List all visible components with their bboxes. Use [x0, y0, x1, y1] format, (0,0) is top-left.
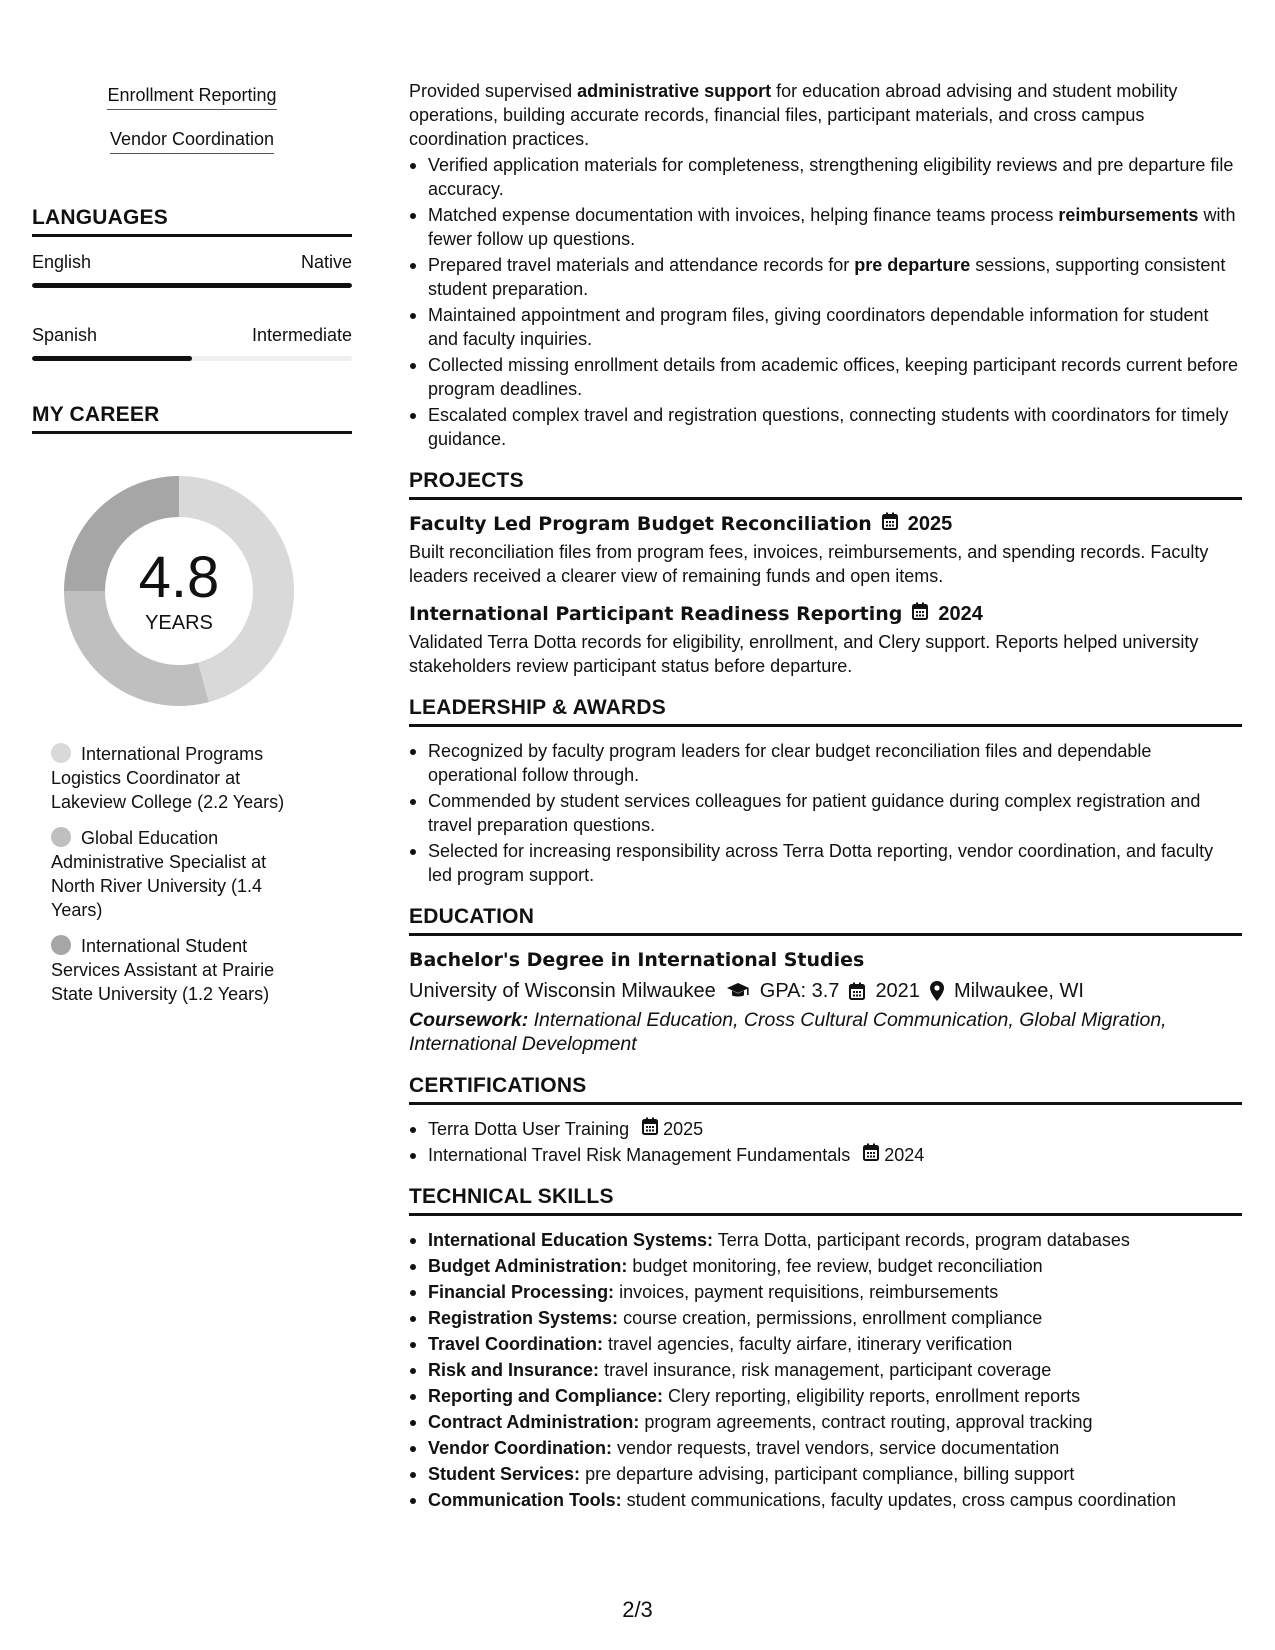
summary-text: for education abroad advising and student mobility operations, building accurate records, financial files, participant materials, and cross campus coordination practices. — [409, 81, 1178, 149]
skill-item — [409, 1280, 1242, 1304]
technical-skills-list — [409, 1228, 1242, 1512]
project-year: 2025 — [907, 513, 953, 535]
leadership-item: Commended by student services colleagues for patient guidance during complex registration and travel preparation questions. — [409, 789, 1242, 837]
language-level: Native — [300, 252, 352, 272]
leadership-heading: LEADERSHIP & AWARDS — [409, 696, 1242, 727]
skill-item — [409, 1358, 1242, 1382]
projects-heading: PROJECTS — [409, 469, 1242, 500]
career-legend-item — [51, 934, 301, 1006]
skill-item — [409, 1228, 1242, 1252]
education-school: University of Wisconsin Milwaukee — [409, 980, 716, 1002]
education-section — [409, 905, 1242, 1056]
certification-item — [409, 1143, 1242, 1167]
skill-value: travel insurance, risk management, participant coverage — [599, 1360, 1052, 1380]
bullet-text: with fewer follow up questions. — [428, 205, 1236, 249]
language-level: Intermediate — [251, 325, 352, 345]
skill-label: Student Services: — [428, 1464, 581, 1484]
skill-item — [409, 1410, 1242, 1434]
skill-tag: Enrollment Reporting — [107, 84, 276, 110]
skill-item — [409, 1306, 1242, 1330]
career-total-unit: YEARS — [145, 611, 213, 634]
certification-year: 2025 — [663, 1119, 704, 1139]
education-year: 2021 — [875, 980, 920, 1002]
skill-value: budget monitoring, fee review, budget reconciliation — [627, 1256, 1043, 1276]
skill-value: course creation, permissions, enrollment compliance — [618, 1308, 1043, 1328]
project-year: 2024 — [938, 603, 983, 625]
language-proficiency-bar — [32, 283, 352, 288]
skill-value: student communications, faculty updates, cross campus coordination — [621, 1490, 1176, 1510]
main-content — [409, 79, 1242, 1514]
education-heading: EDUCATION — [409, 905, 1242, 936]
experience-bullet — [409, 303, 1242, 351]
skill-tags — [32, 84, 352, 154]
technical-skills-section — [409, 1185, 1242, 1512]
skill-value: Clery reporting, eligibility reports, enrollment reports — [663, 1386, 1081, 1406]
skill-item — [409, 1488, 1242, 1512]
education-coursework — [409, 1008, 1242, 1056]
language-item — [32, 251, 352, 288]
career-section — [32, 403, 352, 1006]
bullet-text: Maintained appointment and program files, giving coordinators dependable information for student and faculty inquiries. — [428, 305, 1209, 349]
certifications-heading: CERTIFICATIONS — [409, 1074, 1242, 1105]
sidebar — [32, 84, 352, 1018]
calendar-icon — [912, 602, 928, 626]
skill-item — [409, 1436, 1242, 1460]
languages-heading: LANGUAGES — [32, 206, 352, 237]
language-proficiency-fill — [32, 283, 352, 288]
skill-label: Vendor Coordination: — [428, 1438, 612, 1458]
map-pin-icon — [930, 981, 944, 1001]
experience-summary — [409, 79, 1242, 151]
leadership-section — [409, 696, 1242, 887]
calendar-icon — [882, 512, 898, 536]
bullet-text: sessions, supporting consistent student preparation. — [428, 255, 1226, 299]
experience-bullet — [409, 203, 1242, 251]
bullet-text: Collected missing enrollment details from academic offices, keeping participant records current before program deadlines. — [428, 355, 1239, 399]
bullet-highlight: reimbursements — [1058, 205, 1199, 225]
language-item — [32, 324, 352, 361]
languages-section — [32, 206, 352, 361]
skill-tag: Vendor Coordination — [110, 128, 274, 154]
skill-label: Risk and Insurance: — [428, 1360, 600, 1380]
legend-swatch — [51, 827, 71, 847]
experience-bullet — [409, 253, 1242, 301]
certification-name: International Travel Risk Management Fundamentals — [428, 1145, 851, 1165]
skill-label: Budget Administration: — [428, 1256, 628, 1276]
certification-name: Terra Dotta User Training — [428, 1119, 630, 1139]
career-legend-text: International Programs Logistics Coordinator at Lakeview College (2.2 Years) — [51, 744, 285, 812]
bullet-text: Matched expense documentation with invoices, helping finance teams process — [428, 205, 1059, 225]
graduation-cap-icon — [726, 982, 750, 1000]
skill-item — [409, 1462, 1242, 1486]
certifications-section — [409, 1074, 1242, 1167]
skill-item — [409, 1332, 1242, 1356]
education-degree: Bachelor's Degree in International Studies — [409, 949, 865, 971]
education-gpa: GPA: 3.7 — [759, 980, 840, 1002]
legend-swatch — [51, 935, 71, 955]
career-donut-chart — [64, 476, 294, 706]
skill-label: Contract Administration: — [428, 1412, 640, 1432]
language-proficiency-fill — [32, 356, 192, 361]
skill-label: International Education Systems: — [428, 1230, 714, 1250]
bullet-text: Verified application materials for completeness, strengthening eligibility reviews and pre departure file accuracy. — [428, 155, 1234, 199]
coursework-label: Coursework: — [409, 1009, 529, 1031]
skill-label: Financial Processing: — [428, 1282, 615, 1302]
certification-item — [409, 1117, 1242, 1141]
career-legend-item — [51, 742, 301, 814]
bullet-highlight: pre departure — [854, 255, 971, 275]
certification-year: 2024 — [884, 1145, 925, 1165]
calendar-icon — [863, 1143, 879, 1167]
experience-bullet — [409, 153, 1242, 201]
skill-value: travel agencies, faculty airfare, itinerary verification — [603, 1334, 1013, 1354]
career-total-years: 4.8 — [138, 544, 220, 610]
skill-item — [409, 1384, 1242, 1408]
skill-value: program agreements, contract routing, approval tracking — [639, 1412, 1093, 1432]
project-description: Validated Terra Dotta records for eligibility, enrollment, and Clery support. Reports helped university stakeholders review participant status before departure. — [409, 632, 1199, 676]
skill-value: invoices, payment requisitions, reimbursements — [614, 1282, 999, 1302]
page-number: 2/3 — [622, 1597, 653, 1622]
experience-bullet — [409, 353, 1242, 401]
leadership-item: Recognized by faculty program leaders for clear budget reconciliation files and dependable operational follow through. — [409, 739, 1242, 787]
coursework-list: International Education, Cross Cultural Communication, Global Migration, International Development — [409, 1009, 1167, 1055]
language-name: English — [32, 252, 92, 272]
project-title: International Participant Readiness Reporting — [409, 603, 903, 625]
skill-value: vendor requests, travel vendors, service documentation — [612, 1438, 1060, 1458]
project-description: Built reconciliation files from program fees, invoices, reimbursements, and spending records. Faculty leaders received a clearer view of remaining funds and open items. — [409, 542, 1209, 586]
experience-bullets — [409, 153, 1242, 451]
career-legend — [51, 742, 301, 1006]
skill-value: Terra Dotta, participant records, program databases — [713, 1230, 1130, 1250]
summary-highlight: administrative support — [577, 81, 772, 101]
education-location: Milwaukee, WI — [953, 980, 1084, 1002]
skill-label: Communication Tools: — [428, 1490, 622, 1510]
skill-item — [409, 1254, 1242, 1278]
language-name: Spanish — [32, 325, 98, 345]
skill-label: Travel Coordination: — [428, 1334, 604, 1354]
language-proficiency-bar — [32, 356, 352, 361]
project-item — [409, 512, 1242, 588]
project-title: Faculty Led Program Budget Reconciliation — [409, 513, 872, 535]
experience-bullet — [409, 403, 1242, 451]
bullet-text: Prepared travel materials and attendance records for — [428, 255, 855, 275]
projects-section — [409, 469, 1242, 678]
skill-label: Reporting and Compliance: — [428, 1386, 664, 1406]
leadership-list — [409, 739, 1242, 887]
calendar-icon — [849, 982, 865, 1000]
technical-skills-heading: TECHNICAL SKILLS — [409, 1185, 1242, 1216]
bullet-text: Escalated complex travel and registration questions, connecting students with coordinators for timely guidance. — [428, 405, 1229, 449]
legend-swatch — [51, 743, 71, 763]
education-meta — [409, 978, 1242, 1004]
calendar-icon — [642, 1117, 658, 1141]
career-heading: MY CAREER — [32, 403, 352, 434]
experience-section — [409, 79, 1242, 451]
career-legend-item — [51, 826, 301, 922]
career-legend-text: Global Education Administrative Specialist at North River University (1.4 Years) — [51, 828, 267, 920]
certifications-list — [409, 1117, 1242, 1167]
leadership-item: Selected for increasing responsibility across Terra Dotta reporting, vendor coordination, and faculty led program support. — [409, 839, 1242, 887]
skill-label: Registration Systems: — [428, 1308, 619, 1328]
skill-value: pre departure advising, participant compliance, billing support — [580, 1464, 1075, 1484]
summary-text: Provided supervised — [409, 81, 578, 101]
project-item — [409, 602, 1242, 678]
career-legend-text: International Student Services Assistant at Prairie State University (1.2 Years) — [51, 936, 275, 1004]
language-list — [32, 251, 352, 361]
